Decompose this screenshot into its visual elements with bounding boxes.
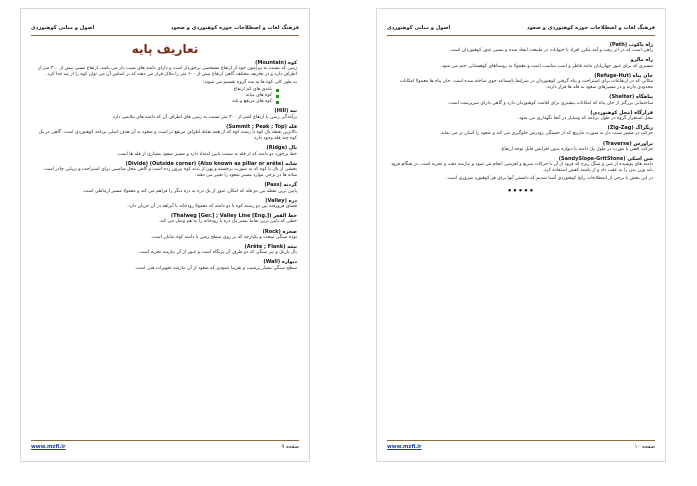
entry-text: راهی است که در اثر رفت و آمد مکرر افراد یا حیوانات در طبیعت ایجاد شده و مسیر عبور کوهنوردان است. [449,48,653,54]
entry-text: محل استقرار گروه در طول برنامه که وسایل در آنجا نگهداری می شود. [517,116,653,122]
website-link[interactable]: www.mzfi.ir [387,444,422,450]
entry-text: دامنه های پوشیده از شن و سنگ ریزه که فرود از آن با حرکات سریع و لغزشی انجام می شود و نیازمند دقت و تجربه است. در هنگام فرود باید وزن بدن را به عقب داد و از پاشنه کفش استفاده کرد. [391,162,653,174]
entry-text: مسیری که برای عبور چهارپایان مانند قاطر و اسب مناسب است و معمولا به روستاهای کوهستانی ختم می شود. [440,63,653,69]
page-title: تعاریف پایه [131,42,199,56]
entry-text: حرکت در مسیر شیب دار به صورت مارپیچ که از خستگی زودرس جلوگیری می کند و صعود را آسان تر می نماید. [439,131,653,137]
entry-heading: تپه (Hill) [274,108,297,115]
entry-text: یال باریک و تیز سنگی که دو طرف آن پرتگاه است و عبور از آن نیازمند تجربه است. [138,250,297,256]
page-header [31,23,299,36]
entry-text: زمین که نسبت به پیرامون خود از ارتفاع مشخصی برخوردار است و دارای دامنه های شیب دار می باشد. ارتفاع نسبی بیش از ۳۰۰ متر از اطراف دارد و در تعاریف مختلف گاهی ارتفاع بیش از ۶۰۰ متر را ملاک قرار می دهند که بر اساس آن می توان کوه را از تپه جدا کرد. [38,66,297,78]
header-right-text: فرهنگ لغات و اصطلاحات حوزه کوهنوردی و صعود [171,25,299,31]
page-footer [31,440,299,453]
entry-text: پایین ترین نقطه بین دو قله که امکان عبور از یک دره به دره دیگر را فراهم می کند و معمولا مسیر ارتباطی است. [82,188,297,194]
entry-text: ساختمانی بزرگتر از جان پناه که امکانات بیشتری برای اقامت کوهنوردان دارد و گاهی دارای سرپرست است. [447,100,653,106]
entry-heading: دره (Valley) [265,197,297,204]
bullet-item: بلندی های کم ارتفاع [33,87,279,93]
entry-heading: شانه (Also known as pillar or arête) (Outside corner) (Divide) [125,160,297,167]
page-header [387,23,655,36]
entry-heading: یال (Ridge) [266,145,297,152]
list-intro: به طور کلی کوه ها به سه گروه تقسیم می شوند: [202,79,297,85]
entry-text: مکانی که در ارتفاعات برای استراحت و پناه گرفتن کوهنوردان در شرایط نامساعد جوی ساخته شده است. جان پناه ها معمولا امکانات محدودی دارند و در مسیرهای صعود به قله ها قرار دارند. [399,79,653,91]
entry-heading: خط القعر (Thalweg [Ger.] ; Valley Line [Eng.]) [170,213,297,220]
header-left-text: اصول و مبانی کوهنوردی [31,25,95,31]
entry-heading: قرارگاه (محل کوهنوردی) [590,109,653,116]
left-page [20,8,310,462]
entry-text: توده سنگی سخت و یکپارچه که بر روی سطح زمین یا دامنه کوه نمایان است. [150,234,297,240]
header-right-text: فرهنگ لغات و اصطلاحات حوزه کوهنوردی و صعود [527,25,655,31]
entry-text: بخشی از یال یا کوه که به صورت برجسته و پهن از بدنه کوه بیرون زده است و گاهی محل مناسبی برای استراحت و برپایی چادر است. شانه ها در برخی موارد مسیر صعود را تغییر می دهند. [42,167,297,179]
entry-heading: زیگزاگ (Zig-Zag) [607,125,653,132]
entry-heading: قله (Summit ; Peak ; Top) [226,123,297,130]
entry-text: فضای فرورفته بین دو رشته کوه یا دو دامنه که معمولا رودخانه یا آبراهه در آن جریان دارد. [127,204,297,210]
entry-text: برآمدگی زمین با ارتفاع کمتر از ۳۰۰ متر نسبت به زمین های اطراف آن که دامنه های ملایمی دارد. [111,114,297,120]
bullet-item: کوه های میانه [33,93,279,99]
entry-heading: دیواره (Wall) [263,259,297,266]
entry-heading: تراورس (Traverse) [602,140,653,147]
entry-text: بالاترین نقطه یک کوه یا رشته کوه که از همه نقاط اطراف مرتفع تر است و صعود به آن هدف اصلی برنامه کوهنوردی است. گاهی در یک کوه چند قله وجود دارد. [38,130,297,142]
right-page-body [389,39,653,437]
entry-heading: صخره (Rock) [262,228,297,235]
page-number: صفحه ۹ [281,444,299,450]
entry-heading: شن اسکی (SandySlope-GritStone) [558,156,653,163]
entry-text: حرکت افقی یا مورب در طول یک دامنه یا دیواره بدون افزایش قابل توجه ارتفاع. [500,146,653,152]
left-page-body [33,39,297,437]
website-link[interactable]: www.mzfi.ir [31,444,66,450]
page-footer [387,440,655,453]
entry-text: خط برخورد دو دامنه که از قله به سمت پایین امتداد دارد و مسیر صعود بسیاری از قله ها است. [116,151,297,157]
entry-heading: کوه (Mountain) [255,60,297,66]
entry-text: خطی که پایین ترین نقاط بستر یک دره یا رودخانه را به هم وصل می کند. [158,219,297,225]
bullet-list [33,87,279,106]
right-page [376,8,666,462]
header-left-text: اصول و مبانی کوهنوردی [387,25,451,31]
entry-text: سطح سنگی بسیار پرشیب و تقریبا عمودی که صعود از آن نیازمند تجهیزات فنی است. [134,265,297,271]
page-number: صفحه ۱۰ [634,444,655,450]
section-separator: ••••• [507,186,535,195]
bullet-item: کوه های مرتفع و بلند [33,99,279,105]
closing-text: در این بخش با برخی از اصطلاحات رایج کوهنوردی آشنا شدیم که دانستن آنها برای هر کوهنورد ضروری است. [446,175,653,181]
entry-heading: تیغه (Arête ; Flank) [244,244,297,251]
entry-heading: راه مالرو [630,57,653,64]
entry-heading: جان پناه (Refuge-Hut) [594,72,653,79]
entry-heading: گردنه (Pass) [264,182,297,189]
entry-heading: پناهگاه (Shelter) [609,94,653,101]
entry-heading: راه یاکوب (Path) [609,42,653,48]
